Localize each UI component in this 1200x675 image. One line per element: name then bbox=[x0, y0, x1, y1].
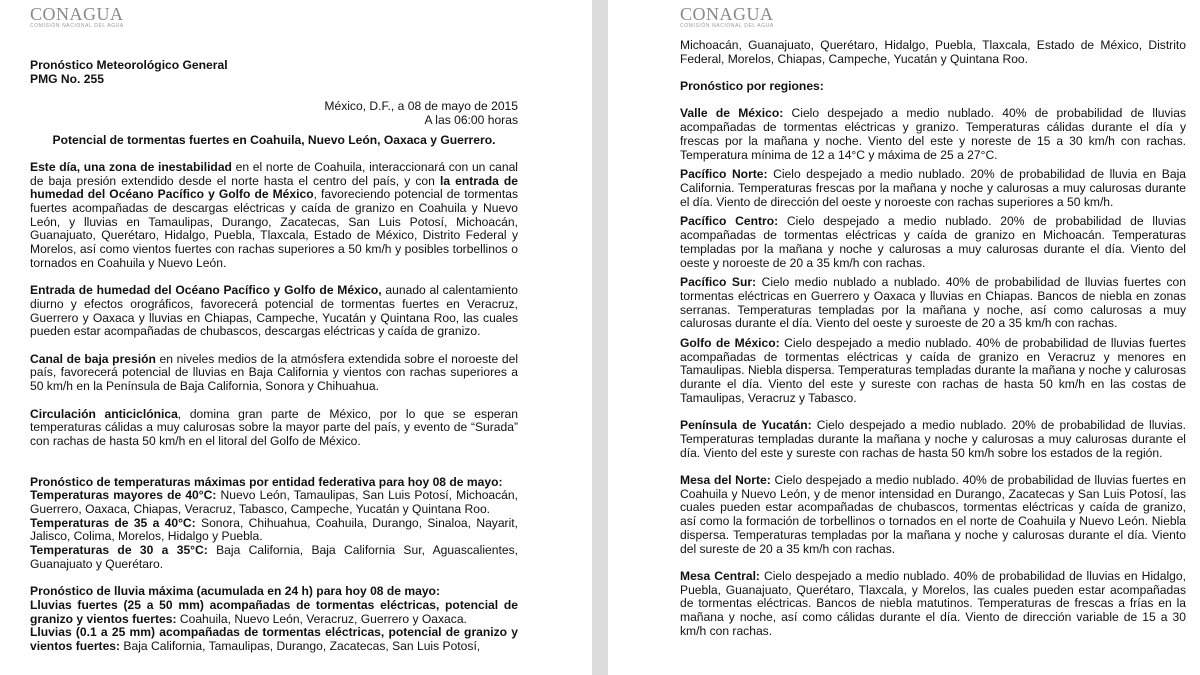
document-title: Pronóstico Meteorológico General bbox=[30, 58, 228, 72]
region-golfo-de-mexico: Golfo de México: Cielo despejado a medio nublado. 40% de probabilidad de lluvias fuertes acompañadas de tormentas eléctricas y caída de granizo en Veracruz y menores en Tamaulipas. Niebla dispersa. Temperaturas templadas durante la mañana y noche y calurosas durante el día. Viento del este y sureste con rachas de hasta 50 km/h en las costas de Tamaulipas, Veracruz y Tabasco. bbox=[680, 336, 1186, 405]
temperature-forecast-heading: Pronóstico de temperaturas máximas por entidad federativa para hoy 08 de mayo: bbox=[30, 474, 503, 489]
page-separator bbox=[592, 0, 608, 675]
conagua-logo: CONAGUA bbox=[680, 4, 774, 24]
region-peninsula-de-yucatan: Península de Yucatán: Cielo despejado a medio nublado. 20% de probabilidad de lluvias. Temperaturas templadas durante la mañana y noche y calurosas a muy calurosas durante el día. Viento del este y sureste con rachas de hasta 50 km/h sobre los estados de la región. bbox=[680, 418, 1186, 460]
document-number: PMG No. 255 bbox=[30, 71, 104, 86]
conagua-logo-subtitle: COMISIÓN NACIONAL DEL AGUA bbox=[680, 23, 774, 29]
left-document-page bbox=[0, 0, 592, 675]
conagua-logo-subtitle: COMISIÓN NACIONAL DEL AGUA bbox=[30, 23, 124, 29]
region-pacifico-centro: Pacífico Centro: Cielo despejado a medio nublado. 20% de probabilidad de lluvias acompañadas de tormentas eléctricas y caída de granizo en Michoacán. Temperaturas templadas por la mañana y noche y calurosas a muy calurosas durante el día. Viento del oeste y noroeste de 20 a 35 km/h con rachas. bbox=[680, 214, 1186, 270]
paragraph-humidity: Entrada de humedad del Océano Pacífico y Golfo de México, aunado al calentamiento diurno y efectos orográficos, favorecerá potencial de tormentas fuertes en Veracruz, Guerrero y Oaxaca y lluvias en Chiapas, Campeche, Yucatán y Quintana Roo, las cuales pueden estar acompañadas de chubascos, descargas eléctricas y caída de granizo. bbox=[30, 283, 518, 339]
region-mesa-del-norte: Mesa del Norte: Cielo despejado a medio nublado. 40% de probabilidad de lluvias fuertes en Coahuila y Nuevo León, y de menor intensidad en Durango, Zacatecas y San Luis Potosí, las cuales pueden estar acompañadas de chubascos, tormentas eléctricas y caída de granizo, así como la formación de torbellinos o tornados en el norte de Coahuila y Nuevo León. Niebla dispersa. Temperaturas templadas por la mañana y noche y calurosas durante el día. Viento del sureste de 20 a 35 km/h con rachas. bbox=[680, 473, 1186, 556]
paragraph-low-pressure: Canal de baja presión en niveles medios de la atmósfera extendida sobre el noroeste del país, favorecerá potencial de lluvias en Baja California y vientos con rachas superiores a 50 km/h en la Península de Baja California, Sonora y Chihuahua. bbox=[30, 351, 519, 394]
rain-forecast-heading: Pronóstico de lluvia máxima (acumulada en 24 h) para hoy 08 de mayo: bbox=[30, 584, 440, 599]
continued-text: Michoacán, Guanajuato, Querétaro, Hidalgo, Puebla, Tlaxcala, Estado de México, Distrito Federal, Morelos, Chiapas, Campeche, Yucatán y Quintana Roo. bbox=[680, 38, 1186, 66]
region-mesa-central: Mesa Central: Cielo despejado a medio nublado. 40% de probabilidad de lluvias en Hidalgo, Puebla, Guanajuato, Querétaro, Tlaxcala, y Morelos, las cuales pueden estar acompañadas de tormentas eléctricas. Bancos de niebla matutinos. Temperaturas de frescas a frías en la mañana y noche, así como cálidas durante el día. Viento de dirección variable de 15 a 30 km/h con rachas. bbox=[680, 568, 1186, 638]
regions-heading: Pronóstico por regiones: bbox=[680, 79, 824, 94]
temperature-row: Temperaturas mayores de 40°C: Nuevo León, Tamaulipas, San Luis Potosí, Michoacán, Guerrero, Oaxaca, Chiapas, Veracruz, Tabasco, Campeche, Yucatán y Quintana Roo. bbox=[30, 488, 518, 517]
right-document-page bbox=[608, 0, 1200, 675]
region-valle-de-mexico: Valle de México: Cielo despejado a medio nublado. 40% de probabilidad de lluvias acompañadas de tormentas eléctricas y granizo. Temperaturas cálidas durante el día y frescas por la mañana y noche. Viento del este y noreste de 15 a 30 km/h con rachas. Temperatura mínima de 12 a 14°C y máxima de 25 a 27°C. bbox=[680, 106, 1186, 162]
paragraph-instability: Este día, una zona de inestabilidad en el norte de Coahuila, interaccionará con un canal de baja presión extendido desde el norte hasta el centro del país, y con la entrada de humedad del Océano Pacífico y Golfo de México, favoreciendo potencial de tormentas fuertes acompañadas de descargas eléctricas y caída de granizo en Coahuila y Nuevo León, y lluvias en Tamaulipas, Durango, Zacatecas, San Luis Potosí, Michoacán, Guanajuato, Querétaro, Hidalgo, Puebla, Tlaxcala, Estado de México, Distrito Federal y Morelos, así como vientos fuertes con rachas superiores a 50 km/h y posibles torbellinos o tornados en Coahuila y Nuevo León. bbox=[30, 159, 518, 270]
conagua-logo: CONAGUA bbox=[30, 4, 124, 24]
document-date: México, D.F., a 08 de mayo de 2015 bbox=[324, 99, 518, 114]
headline: Potencial de tormentas fuertes en Coahuila, Nuevo León, Oaxaca y Guerrero. bbox=[52, 132, 496, 147]
region-pacifico-norte: Pacífico Norte: Cielo despejado a medio nublado. 20% de probabilidad de lluvia en Baja California. Temperaturas frescas por la mañana y noche y calurosas a muy calurosas durante el día. Viento de dirección del oeste y noroeste con rachas superiores a 50 km/h. bbox=[680, 167, 1186, 209]
rain-row: Lluvias fuertes (25 a 50 mm) acompañadas de tormentas eléctricas, potencial de granizo y vientos fuertes: Coahuila, Nuevo León, Veracruz, Guerrero y Oaxaca. bbox=[30, 597, 518, 626]
temperature-row: Temperaturas de 30 a 35°C: Baja California, Baja California Sur, Aguascalientes, Guanajuato y Querétaro. bbox=[30, 543, 518, 571]
region-pacifico-sur: Pacífico Sur: Cielo medio nublado a nublado. 40% de probabilidad de lluvias fuertes con tormentas eléctricas en Guerrero y Oaxaca y lluvias en Chiapas. Bancos de niebla en zonas serranas. Temperaturas templadas por la mañana y noche, así como calurosas a muy calurosas durante el día. Viento del oeste y suroeste de 20 a 35 km/h con rachas. bbox=[680, 275, 1186, 331]
document-time: A las 06:00 horas bbox=[424, 112, 518, 127]
paragraph-anticyclonic: Circulación anticiclónica, domina gran parte de México, por lo que se esperan temperaturas cálidas a muy calurosas sobre la mayor parte del país, y evento de “Surada” con rachas de hasta 50 km/h en el litoral del Golfo de México. bbox=[30, 406, 518, 448]
temperature-row: Temperaturas de 35 a 40°C: Sonora, Chihuahua, Coahuila, Durango, Sinaloa, Nayarit, Jalisco, Colima, Morelos, Hidalgo y Puebla. bbox=[30, 515, 518, 544]
rain-row: Lluvias (0.1 a 25 mm) acompañadas de tormentas eléctricas, potencial de granizo y vientos fuertes: Baja California, Tamaulipas, Durango, Zacatecas, San Luis Potosí, bbox=[30, 625, 518, 654]
